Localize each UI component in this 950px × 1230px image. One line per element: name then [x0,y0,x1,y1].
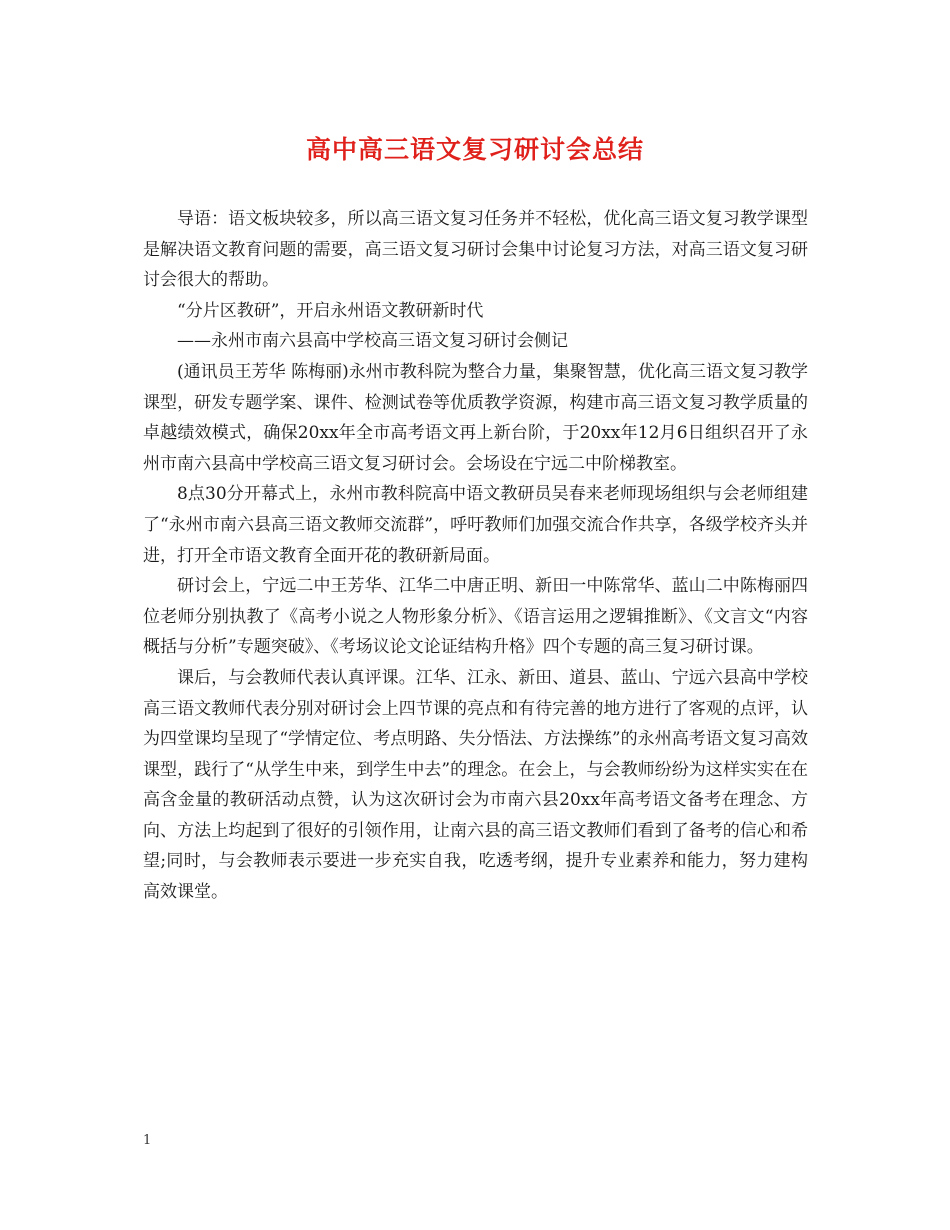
paragraph-headline: “分片区教研”，开启永州语文教研新时代 [177,300,484,321]
paragraph-subheadline: ——永州市南六县高中学校高三语文复习研讨会侧记 [177,331,568,352]
page-number: 1 [143,1133,152,1148]
paragraph-report: (通讯员王芳华 陈梅丽)永州市教科院为整合力量，集聚智慧，优化高三语文复习教学课型，研发专题学案、课件、检测试卷等优质教学资源，构建市高三语文复习教学质量的卓越绩效模式，确保20xx年全市高考语文再上新台阶，于20xx年12月6日组织召开了永州市南六县高中学校高三语文复习研讨会。会场设在宁远二中阶梯教室。 [143,361,808,474]
document-title: 高中高三语文复习研讨会总结 [305,135,644,164]
paragraph-opening: 8点30分开幕式上，永州市教科院高中语文教研员吴春来老师现场组织与会老师组建了“永州市南六县高三语文教师交流群”，呼吁教师们加强交流合作共享，各级学校齐头并进，打开全市语文教育全面开花的教研新局面。 [143,484,808,566]
document-body [143,204,808,908]
paragraph-review: 课后，与会教师代表认真评课。江华、江永、新田、道县、蓝山、宁远六县高中学校高三语文教师代表分别对研讨会上四节课的亮点和有待完善的地方进行了客观的点评，认为四堂课均呈现了“学情定位、考点明路、失分悟法、方法操练”的永州高考语文复习高效课型，践行了“从学生中来，到学生中去”的理念。在会上，与会教师纷纷为这样实实在在高含金量的教研活动点赞，认为这次研讨会为市南六县20xx年高考语文备考在理念、方向、方法上均起到了很好的引领作用，让南六县的高三语文教师们看到了备考的信心和希望;同时，与会教师表示要进一步充实自我，吃透考纲，提升专业素养和能力，努力建构高效课堂。 [143,667,808,903]
paragraph-intro: 导语：语文板块较多，所以高三语文复习任务并不轻松，优化高三语文复习教学课型是解决语文教育问题的需要，高三语文复习研讨会集中讨论复习方法，对高三语文复习研讨会很大的帮助。 [143,209,808,291]
paragraph-lessons: 研讨会上，宁远二中王芳华、江华二中唐正明、新田一中陈常华、蓝山二中陈梅丽四位老师分别执教了《高考小说之人物形象分析》、《语言运用之逻辑推断》、《文言文“内容概括与分析”专题突破》、《考场议论文论证结构升格》四个专题的高三复习研讨课。 [143,576,808,658]
